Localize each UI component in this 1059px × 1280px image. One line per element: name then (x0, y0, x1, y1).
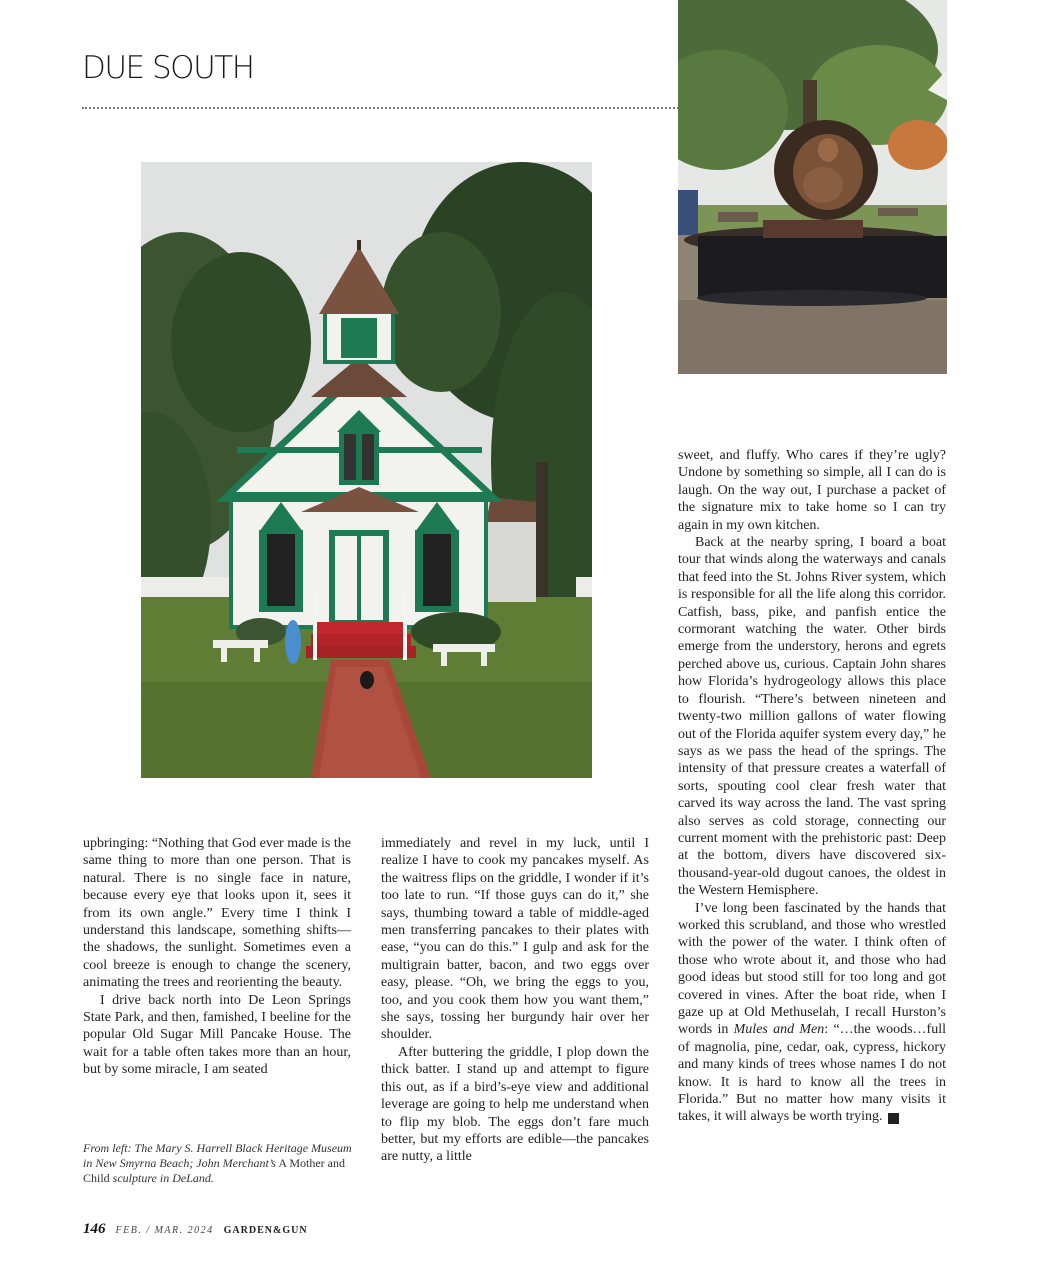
paragraph: immediately and revel in my luck, until I realize I have to cook my pancakes myself. As the waitress flips on the griddle, I wonder if it’s too late to run. “If those guys can do it,” she says, thumbing toward a table of middle-aged men transferring pancakes to their plates with ease, “you can do this.” I gulp and ask for the multigrain batter, bacon, and two eggs over easy, please. “Oh, we bring the eggs to you, too, and you cook them how you want them,” she says, tossing her burgundy hair over her shoulder. (381, 836, 649, 1043)
caption-work-title: A Mother and Child (83, 1156, 345, 1185)
caption-lead: From left: The Mary S. Harrell Black Heritage Museum in New Smyrna Beach; John Merchant’s (83, 1141, 352, 1170)
text-column-1 (83, 835, 351, 1079)
sculpture-photo (678, 0, 947, 374)
issue-date: FEB. / MAR. 2024 (115, 1225, 214, 1236)
magazine-name: GARDEN&GUN (223, 1225, 308, 1236)
text-column-3 (678, 447, 946, 1126)
page-folio (83, 1220, 308, 1238)
paragraph: After buttering the griddle, I plop down the thick batter. I stand up and attempt to figure this out, as if a bird’s-eye view and additional leverage are going to help me understand when to flip my blob. The eggs don’t fare much better, but my efforts are edible—the pancakes are nutty, a little (381, 1044, 649, 1165)
photo-caption (83, 1141, 353, 1186)
paragraph: Back at the nearby spring, I board a boat tour that winds along the waterways and canals that feed into the St. Johns River system, which is responsible for all the life along this corridor. Catfish, bass, pike, and panfish entice the cormorant watching the water. Other birds emerge from the understory, herons and egrets perched above us, curious. Captain John shares how Florida’s hydrogeology allows this place to flourish. “There’s between nineteen and twenty-two million gallons of water flowing out of the Florida aquifer system every day,” he says as we pass the head of the springs. The intensity of that pressure creates a waterfall of sorts, spouting cool clear fresh water that carved its way across the land. The vast spring also serves as cold storage, connecting our current moment with the prehistoric past: Deep at the bottom, divers have discovered six-thousand-year-old dugout canoes, the oldest in the Western Hemisphere. (678, 535, 946, 899)
paragraph: sweet, and fluffy. Who cares if they’re ugly? Undone by something so simple, all I can do is laugh. On the way out, I purchase a packet of the signature mix to take home so I can try again in my own kitchen. (678, 448, 946, 533)
text-column-2 (381, 835, 649, 1166)
page-number: 146 (83, 1221, 106, 1237)
church-photo (141, 162, 592, 778)
paragraph: upbringing: “Nothing that God ever made is the same thing to more than one person. That is natural. There is no single face in nature, because every eye that looks upon it, sees it from its own angle.” Every time I think I understand this landscape, something shifts—the shadows, the sunlight. Sometimes even a cool breeze is enough to change the scenery, animating the trees and reorienting the beauty. (83, 836, 351, 991)
paragraph-text: I’ve long been fascinated by the hands that worked this scrubland, and those who wrestled with the power of the water. I think often of those who wrote about it, and those who had good ideas but stood still for too long and got covered in vines. After the boat ride, when I gaze up at Old Methuselah, I recall Hurston’s words in (678, 900, 946, 1038)
header-dotted-rule (82, 107, 682, 109)
paragraph-text: : “…the woods…full of magnolia, pine, cedar, oak, cypress, hickory and many kinds of trees whose names I do not know. It is hard to know all the trees in Florida.” But no matter how many visits it takes, it will always be worth trying. (678, 1022, 946, 1125)
book-title: Mules and Men (733, 1022, 825, 1038)
paragraph: I drive back north into De Leon Springs State Park, and then, famished, I beeline for the popular Old Sugar Mill Pancake House. The wait for a table often takes more than an hour, but by some miracle, I am seated (83, 992, 351, 1078)
section-title: DUE SOUTH (82, 50, 254, 86)
paragraph (678, 900, 946, 1126)
caption-tail: sculpture in DeLand. (112, 1171, 214, 1185)
end-mark-icon: G (888, 1113, 899, 1124)
